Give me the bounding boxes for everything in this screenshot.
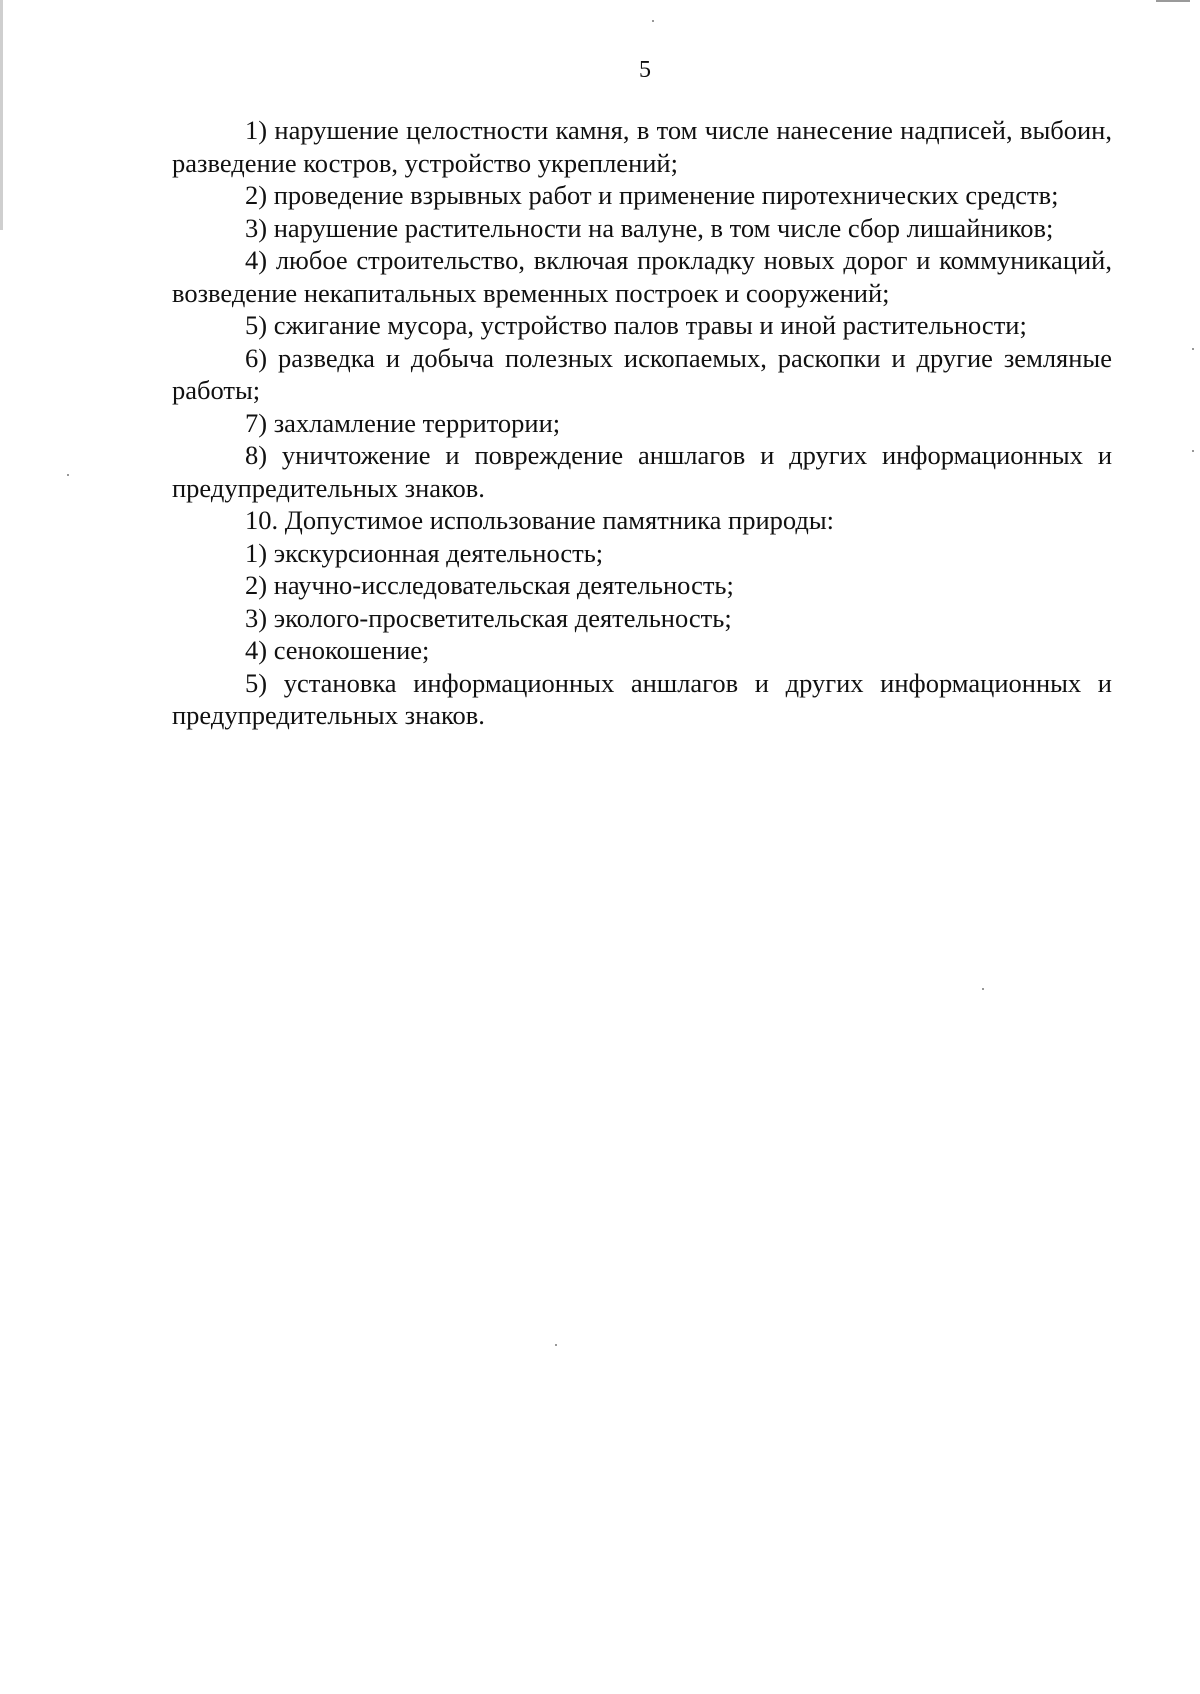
- list-item-vegetation: 3) нарушение растительности на валуне, в том числе сбор лишайников;: [245, 212, 1054, 243]
- scan-speck: [67, 474, 69, 476]
- list-item-research: 2) научно-исследовательская деятельность;: [245, 570, 734, 600]
- list-item-construction: 4) любое строительство, включая прокладку новых дорог и коммуникаций, возведение некапитальных временных построек и сооружений;: [172, 245, 1112, 308]
- list-item-explosives: 2) проведение взрывных работ и применение пиротехнических средств;: [245, 180, 1059, 210]
- list-item-haymaking: 4) сенокошение;: [245, 635, 430, 665]
- scan-edge-left: [0, 0, 3, 230]
- list-item-damage-stone: 1) нарушение целостности камня, в том числе нанесение надписей, выбоин, разведение костров, устройство укреплений;: [172, 115, 1112, 178]
- scan-speck: [652, 20, 654, 22]
- list-item-signs-install: 5) установка информационных аншлагов и других информационных и предупредительных знаков.: [172, 667, 1112, 730]
- list-item-education: 3) эколого-просветительская деятельность;: [245, 602, 732, 633]
- list-item-signs-damage: 8) уничтожение и повреждение аншлагов и других информационных и предупредительных знаков.: [172, 440, 1112, 503]
- list-item-burning: 5) сжигание мусора, устройство палов травы и иной растительности;: [245, 310, 1027, 340]
- list-item-excursions: 1) экскурсионная деятельность;: [245, 537, 604, 568]
- list-item-littering: 7) захламление территории;: [245, 407, 561, 438]
- scan-edge-top-right: [1156, 0, 1190, 2]
- scan-speck: [982, 988, 984, 990]
- document-body: [172, 114, 1112, 732]
- scan-speck: [555, 1344, 557, 1346]
- scan-speck: [1192, 450, 1194, 452]
- page-number: 5: [639, 57, 651, 83]
- section-heading-permitted-use: 10. Допустимое использование памятника природы:: [245, 505, 835, 535]
- list-item-mining: 6) разведка и добыча полезных ископаемых, раскопки и другие земляные работы;: [172, 342, 1112, 405]
- scan-speck: [1192, 348, 1194, 350]
